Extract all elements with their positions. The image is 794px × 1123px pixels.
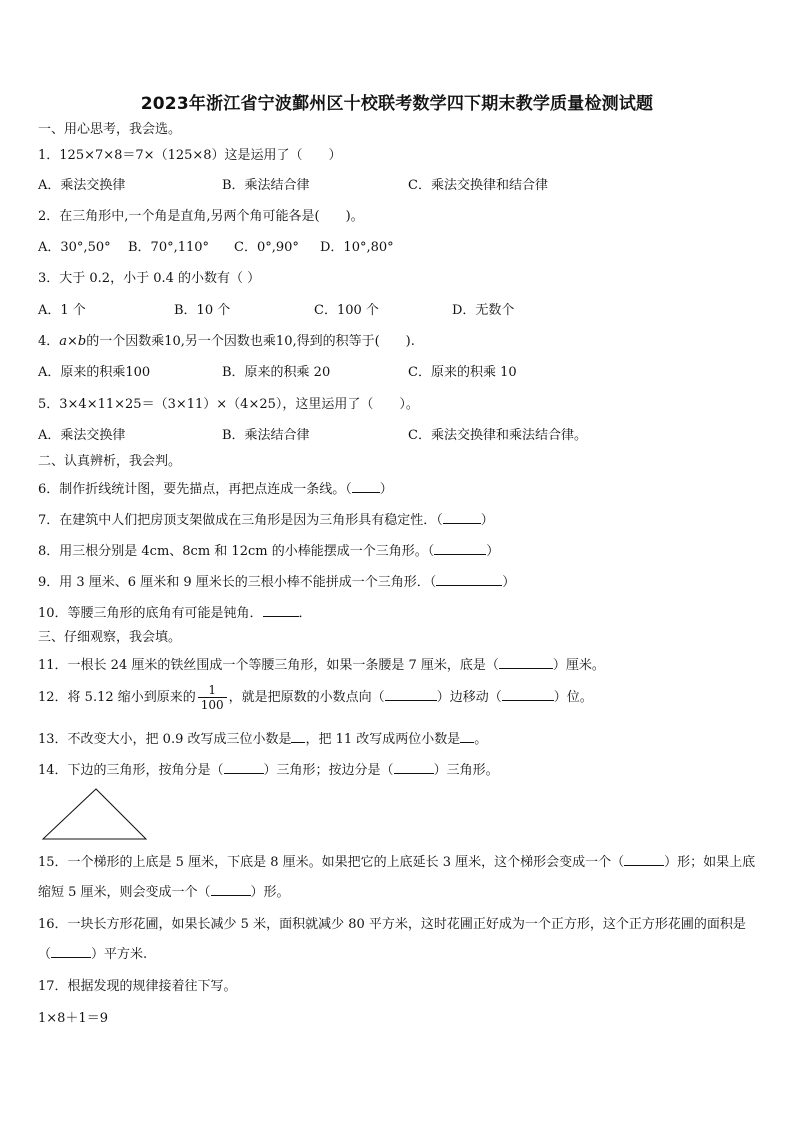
answer-blank[interactable] [436,572,502,586]
option-c[interactable]: C．0°,90° [234,240,299,255]
section-heading-1: 一、用心思考，我会选。 [38,122,182,137]
option-b[interactable]: B．70°,110° [128,240,210,255]
question-text: ）边移动（ [436,690,502,705]
question-17: 17．根据发现的规律接着往下写。 [38,979,237,994]
section-heading-2: 二、认真辨析，我会判。 [38,454,182,469]
option-a[interactable]: A．乘法交换律 [38,428,126,443]
question-11 [38,655,605,675]
option-a[interactable]: A．原来的积乘100 [38,365,151,380]
question-15 [38,848,756,908]
answer-blank[interactable] [352,479,380,493]
question-text: ）形；如果上底缩短 5 厘米，则会变成一个（ [38,855,756,900]
answer-blank[interactable] [460,729,474,743]
fraction-denominator: 100 [200,698,224,712]
pattern-line-1: 1×8＋1＝9 [38,1011,108,1026]
answer-blank[interactable] [624,852,664,866]
option-c[interactable]: C．100 个 [314,303,379,318]
option-d[interactable]: D．10°,80° [320,240,394,255]
fraction-numerator: 1 [198,683,227,698]
answer-blank[interactable] [385,687,437,701]
option-c[interactable]: C．乘法交换律和结合律 [408,178,548,193]
question-2: 2．在三角形中,一个角是直角,另两个角可能各是( )。 [38,209,364,224]
question-text: ，就是把原数的小数点向（ [228,690,385,705]
question-16 [38,910,756,970]
question-text-end: ） [502,575,516,590]
question-7 [38,510,494,530]
question-13 [38,729,487,749]
question-text-end: ． [298,606,312,621]
question-text: ，把 11 改写成两位小数是 [305,732,461,747]
question-text: 的一个因数乘10,另一个因数也乘10,得到的积等于( ). [86,334,415,349]
question-text: 10．等腰三角形的底角有可能是钝角． [38,606,263,621]
question-text: 14．下边的三角形，按角分是（ [38,763,224,778]
question-12 [38,680,593,716]
answer-blank[interactable] [394,760,434,774]
answer-blank[interactable] [263,603,299,617]
answer-blank[interactable] [502,687,554,701]
option-a[interactable]: A．30°,50° [38,240,111,255]
option-b[interactable]: B．原来的积乘 20 [222,365,331,380]
question-3: 3．大于 0.2，小于 0.4 的小数有（ ） [38,271,261,286]
question-4 [38,333,415,351]
question-1: 1．125×7×8＝7×（125×8）这是运用了（ ） [38,148,342,163]
question-text-end: ） [480,513,494,528]
question-text-end: ） [379,482,393,497]
question-6 [38,479,393,499]
question-text: 8．用三根分别是 4cm、8cm 和 12cm 的小棒能摆成一个三角形。（ [38,544,435,559]
question-10 [38,603,312,623]
option-b[interactable]: B．乘法结合律 [222,428,310,443]
option-c[interactable]: C．原来的积乘 10 [408,365,517,380]
question-text-end: ）厘米。 [552,658,605,673]
question-text-end: ）三角形。 [433,763,499,778]
answer-blank[interactable] [291,729,305,743]
answer-blank[interactable] [443,510,481,524]
question-number: 4． [38,334,60,349]
question-5: 5．3×4×11×25＝（3×11）×（4×25），这里运用了（ ）。 [38,397,419,412]
obtuse-triangle-figure [40,786,150,842]
question-text-end: 。 [474,732,488,747]
answer-blank[interactable] [51,944,91,958]
question-text-end: ）平方米. [91,947,148,962]
question-text: 9．用 3 厘米、6 厘米和 9 厘米长的三根小棒不能拼成一个三角形．（ [38,575,437,590]
question-14 [38,760,499,780]
answer-blank[interactable] [224,760,264,774]
question-text: 15．一个梯形的上底是 5 厘米，下底是 8 厘米。如果把它的上底延长 3 厘米，这个梯形会变成一个（ [38,855,625,870]
question-text-end: ）位。 [553,690,593,705]
question-text: 16．一块长方形花圃，如果长减少 5 米，面积就减少 80 平方米，这时花圃正好成为一个正方形，这个正方形花圃的面积是（ [38,917,746,962]
triangle-shape [43,789,146,839]
option-b[interactable]: B．10 个 [174,303,231,318]
question-text-end: ）形。 [250,885,290,900]
question-text: 11．一根长 24 厘米的铁丝围成一个等腰三角形，如果一条腰是 7 厘米，底是（ [38,658,499,673]
option-c[interactable]: C．乘法交换律和乘法结合律。 [408,428,587,443]
question-text: ）三角形；按边分是（ [263,763,394,778]
question-text: 12．将 5.12 缩小到原来的 [38,690,196,705]
answer-blank[interactable] [211,882,251,896]
question-9 [38,572,515,592]
page-title: 2023年浙江省宁波鄞州区十校联考数学四下期末教学质量检测试题 [140,94,654,114]
question-text: 6．制作折线统计图，要先描点，再把点连成一条线。（ [38,482,352,497]
answer-blank[interactable] [434,541,486,555]
question-8 [38,541,499,561]
question-text: 7．在建筑中人们把房顶支架做成在三角形是因为三角形具有稳定性．（ [38,513,443,528]
option-a[interactable]: A．乘法交换律 [38,178,126,193]
answer-blank[interactable] [499,655,553,669]
fraction [198,683,227,712]
question-text: 13．不改变大小，把 0.9 改写成三位小数是 [38,732,292,747]
section-heading-3: 三、仔细观察，我会填。 [38,630,182,645]
option-d[interactable]: D．无数个 [452,303,515,318]
option-a[interactable]: A．1 个 [38,303,86,318]
variable-expression: a×b [59,334,87,349]
question-text-end: ） [486,544,500,559]
option-b[interactable]: B．乘法结合律 [222,178,310,193]
